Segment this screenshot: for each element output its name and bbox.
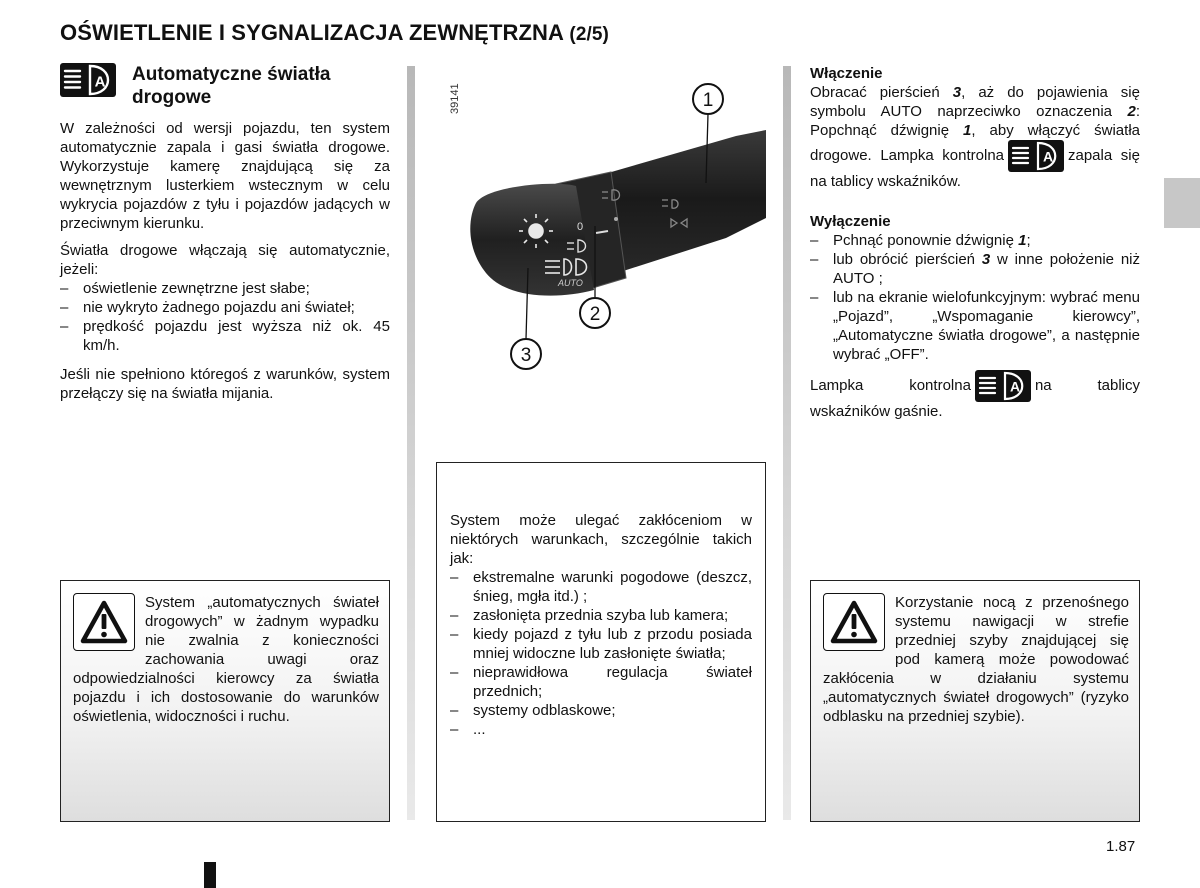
lamp-off-section <box>810 370 1140 421</box>
section-heading: Automatyczne światła drogowe <box>132 64 331 108</box>
warning-triangle-icon <box>73 593 135 651</box>
switch-on-heading: Włączenie <box>810 65 883 82</box>
switch-off-section <box>810 212 1140 364</box>
conditions-block <box>60 241 390 355</box>
lamp-off-text: Lampka kontrolna A na tablicy wskaźników gaśnie. <box>810 370 1140 421</box>
list-item: – ekstremalne warunki pogodowe (deszcz, śnieg, mgła itd.) ; <box>450 568 752 606</box>
warning-box-right <box>810 580 1140 822</box>
list-item: – lub obrócić pierścień 3 w inne położenie niż AUTO ; <box>810 250 1140 288</box>
list-item: – ... <box>450 720 752 739</box>
note-intro: System może ulegać zakłóceniom w niektórych warunkach, szczególnie takich jak: <box>450 512 752 567</box>
auto-high-beam-icon <box>975 370 1031 402</box>
auto-high-beam-icon <box>60 63 116 97</box>
page-title: OŚWIETLENIE I SYGNALIZACJA ZEWNĘTRZNA (2/5) <box>60 20 609 45</box>
svg-text:A: A <box>1009 378 1020 395</box>
ring-mark <box>614 217 618 221</box>
page-part: (2/5) <box>569 24 609 45</box>
callout2-label: 2 <box>589 304 601 325</box>
stalk-figure <box>436 68 770 398</box>
switch-on-section <box>810 64 1140 191</box>
column-divider-left <box>407 66 415 820</box>
list-item: – zasłonięta przednia szyba lub kamera; <box>450 606 752 625</box>
page-number: 1.87 <box>1106 838 1136 855</box>
switch-off-list <box>810 231 1140 364</box>
svg-text:A: A <box>94 73 106 91</box>
list-item: – nie wykryto żadnego pojazdu ani świateł; <box>60 298 390 317</box>
warning-box-left <box>60 580 390 822</box>
column-divider-right <box>783 66 791 820</box>
intro-paragraph: W zależności od wersji pojazdu, ten system automatycznie zapala i gasi światła drogowe. Wykorzystuje kamerę znajdującą się za wewnętrznym lusterkiem wstecznym w celu wykrycia pojazdów z tyłu i pojazdów jadących w przeciwnym kierunku. <box>60 120 390 232</box>
conditions-list <box>60 279 390 355</box>
list-item: – nieprawidłowa regulacja świateł przednich; <box>450 663 752 701</box>
auto-high-beam-icon <box>1008 140 1064 172</box>
switch-off-heading: Wyłączenie <box>810 213 891 230</box>
chapter-tab[interactable] <box>1164 178 1200 228</box>
list-item: – Pchnąć ponownie dźwignię 1; <box>810 231 1140 250</box>
page-mark <box>204 862 216 888</box>
warning-text-left: System „automatycznych świateł drogowych” w żadnym wypadku nie zwalnia z konieczności zachowania uwagi oraz odpowiedzialności kierowcy za światła pojazdu i ich dostosowanie do warunków oświetlenia, widoczności i ruchu. <box>73 594 379 725</box>
ring-zero: 0 <box>577 221 584 233</box>
note-box <box>436 462 766 822</box>
warning-text-right: Korzystanie nocą z przenośnego systemu nawigacji w strefie przedniej szyby znajdującej się pod kamerą może powodować zakłócenia w działaniu systemu „automatycznych świateł drogowych” (ryzyko odblasku na przedniej szybie). <box>823 594 1129 725</box>
warning-triangle-icon <box>823 593 885 651</box>
callout1-label: 1 <box>702 90 714 111</box>
list-item: – oświetlenie zewnętrzne jest słabe; <box>60 279 390 298</box>
switch-on-text: Obracać pierścień 3, aż do pojawienia się symbolu AUTO naprzeciwko oznaczenia 2: Popchnąć dźwignię 1, aby włączyć światła drogowe. Lampka kontrolna A zapala się na tablicy wskaźników. <box>810 84 1140 190</box>
conditions-intro: Światła drogowe włączają się automatycznie, jeżeli: <box>60 242 390 278</box>
note-list <box>450 568 752 739</box>
auto-label: AUTO <box>558 278 583 288</box>
callout3-label: 3 <box>520 345 532 366</box>
list-item: – systemy odblaskowe; <box>450 701 752 720</box>
fallback-paragraph: Jeśli nie spełniono któregoś z warunków, system przełączy się na światła mijania. <box>60 366 390 402</box>
list-item: – lub na ekranie wielofunkcyjnym: wybrać menu „Pojazd”, „Wspomaganie kierowcy”, „Automatyczne światła drogowe”, a następnie wybrać „OFF”. <box>810 288 1140 364</box>
list-item: – prędkość pojazdu jest wyższa niż ok. 45 km/h. <box>60 317 390 355</box>
list-item: – kiedy pojazd z tyłu lub z przodu posiada mniej widoczne lub zasłonięte światła; <box>450 625 752 663</box>
svg-text:A: A <box>1042 148 1054 165</box>
figure-ref: 39141 <box>449 83 461 114</box>
